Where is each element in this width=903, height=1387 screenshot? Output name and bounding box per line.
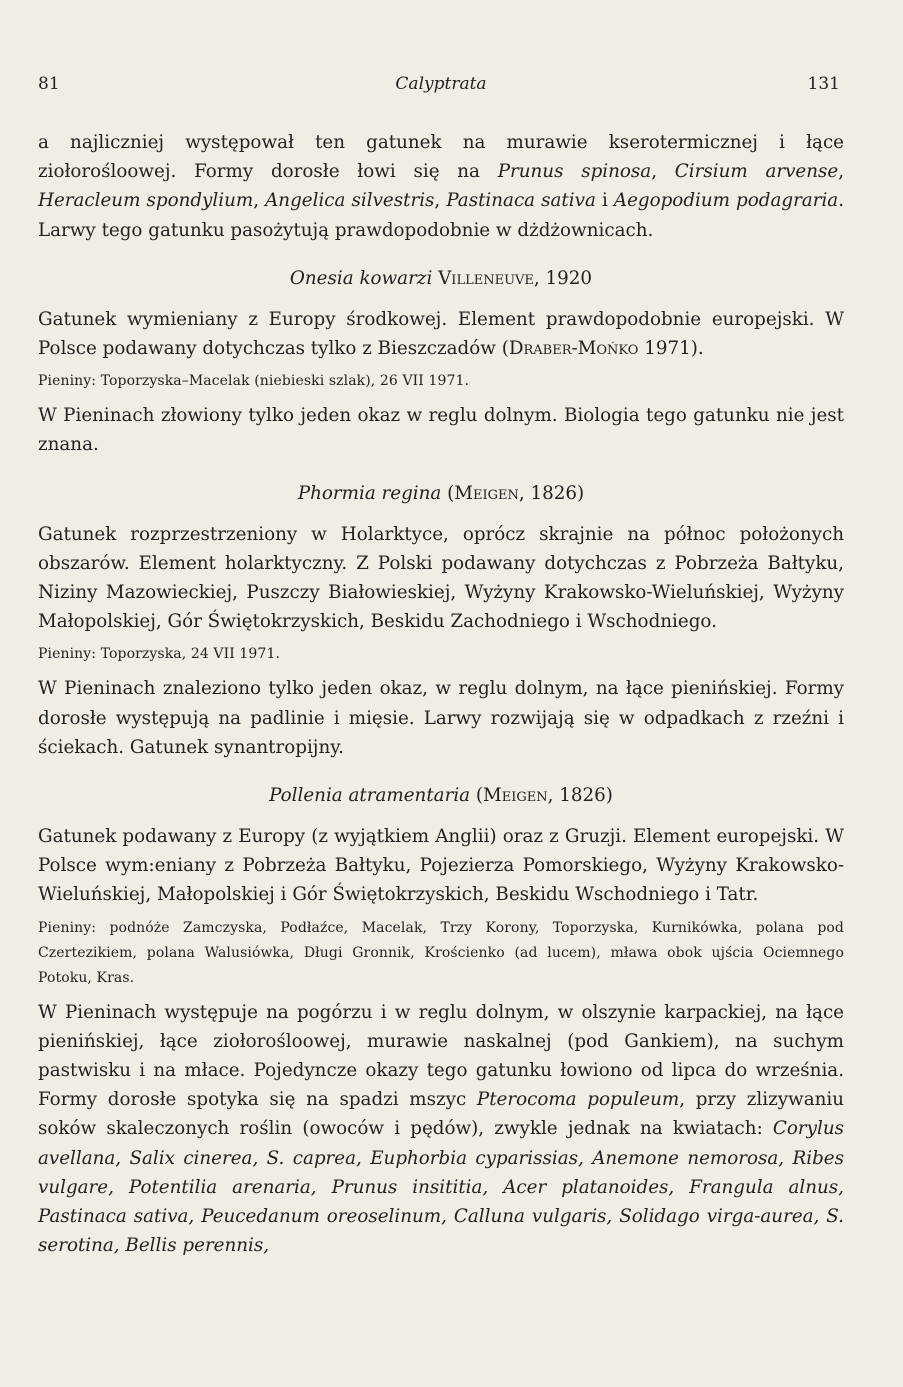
species-year: , 1826) — [547, 785, 613, 807]
paragraph-4: Gatunek rozprzestrzeniony w Holarktyce, oprócz skrajnie na północ położonych obszarów. Element holarktyczny. Z Polski podawany dotychczas z Pobrzeża Bałtyku, Niziny Mazowieckiej, Puszczy Białowieskiej, Wyżyny Krakowsko-Wieluńskiej, Wyżyny Małopolskiej, Gór Świętokrzyskich, Beskidu Zachodniego i Wschodniego. — [38, 523, 844, 633]
text-run: , — [651, 161, 675, 183]
species-author: Villeneuve — [438, 267, 534, 289]
text-run: ( — [441, 482, 455, 504]
species-name: Pterocoma populeum — [476, 1089, 680, 1111]
locality-record-3: Pieniny: podnóże Zamczyska, Podłaźce, Macelak, Trzy Korony, Toporzyska, Kurnikówka, polana pod Czertezikiem, polana Walusiówka, Długi Gronnik, Krościenko (ad lucem), mława obok ujścia Ociemnego Potoku, Kras. — [38, 919, 844, 986]
running-header — [38, 74, 844, 100]
species-name: Cirsium arvense — [674, 161, 839, 183]
text-run: , — [838, 161, 845, 183]
text-run: , przy zlizywaniu soków skaleczonych roślin (owoców i pędów), zwykle jednak na kwiatach: — [38, 1089, 844, 1140]
species-author: Meigen — [454, 482, 519, 504]
species-name: Aegopodium podagraria — [613, 190, 839, 212]
locality-record-1: Pieniny: Toporzyska–Macelak (niebieski szlak), 26 VII 1971. — [38, 373, 470, 390]
text-run: 1971). — [638, 338, 704, 360]
paragraph-2 — [38, 305, 844, 363]
text-run: Gatunek wymieniany z Europy środkowej. Element prawdopodobnie europejski. W Polsce podawany dotychczas tylko z Bieszczadów ( — [38, 308, 844, 360]
page — [38, 0, 844, 1387]
species-year: , 1826) — [518, 482, 585, 504]
species-year: , 1920 — [533, 267, 593, 289]
text-run: W Pieninach występuje na pogórzu i w reglu dolnym, w olszynie karpackiej, na łące pienińskiej, łące ziołorośloowej, murawie naskalnej (pod Gankiem), na suchym pastwisku i na młace. Pojedyncze okazy tego gatunku łowiono od lipca do września. Formy dorosłe spotyka się na spadzi mszyc — [38, 1001, 844, 1111]
species-name: Prunus spinosa — [497, 161, 652, 183]
running-title: Calyptrata — [395, 74, 487, 94]
page-number-right: 131 — [807, 74, 840, 94]
species-title: Pollenia atramentaria — [269, 785, 471, 807]
text-run: , — [253, 190, 266, 212]
species-heading-pollenia — [38, 782, 844, 810]
species-author: Meigen — [483, 785, 548, 807]
paragraph-7 — [38, 998, 844, 1261]
species-heading-onesia — [38, 265, 844, 293]
page-number-left: 81 — [38, 74, 60, 94]
species-name: Angelica silvestris — [265, 190, 435, 212]
species-title: Onesia kowarzi — [289, 267, 433, 289]
species-title: Phormia regina — [297, 482, 442, 504]
paragraph-1 — [38, 128, 844, 245]
text-run: i — [595, 190, 614, 212]
paragraph-5: W Pieninach znaleziono tylko jeden okaz, w reglu dolnym, na łące pienińskiej. Formy dorosłe występują na padlinie i mięsie. Larwy rozwijają się w odpadkach z rzeźni i ściekach. Gatunek synantropijny. — [38, 678, 844, 758]
locality-record-2: Pieniny: Toporzyska, 24 VII 1971. — [38, 646, 280, 663]
text-run: , — [434, 190, 447, 212]
plant-species-list: Corylus avellana, Salix cinerea, S. caprea, Euphorbia cyparissias, Anemone nemorosa, Ribes vulgare, Potentilia arenaria, Prunus insititia, Acer platanoides, Frangula alnus, Pastinaca sativa, Peucedanum oreoselinum, Calluna vulgaris, Solidago virga-aurea, S. serotina, Bellis perennis, — [38, 1118, 844, 1257]
paragraph-3: W Pieninach złowiony tylko jeden okaz w reglu dolnym. Biologia tego gatunku nie jest znana. — [38, 405, 844, 456]
citation-author: Draber-Mońko — [508, 338, 639, 360]
text-run: ( — [470, 785, 484, 807]
paragraph-6: Gatunek podawany z Europy (z wyjątkiem Anglii) oraz z Gruzji. Element europejski. W Polsce wym:eniany z Pobrzeża Bałtyku, Pojezierza Pomorskiego, Wyżyny Krakowsko-Wieluńskiej, Małopolskiej i Gór Świętokrzyskich, Beskidu Wschodniego i Tatr. — [38, 826, 844, 906]
text-run: a najliczniej występował ten gatunek na murawie kserotermicznej i łące ziołorośloowej. Formy dorosłe łowi się na — [38, 132, 844, 183]
species-name: Heracleum spondylium — [38, 190, 254, 212]
page-body — [38, 128, 844, 1260]
text-run: . Larwy tego gatunku pasożytują prawdopodobnie w dżdżownicach. — [38, 190, 844, 241]
species-heading-phormia — [38, 480, 844, 508]
species-name: Pastinaca sativa — [446, 190, 596, 212]
